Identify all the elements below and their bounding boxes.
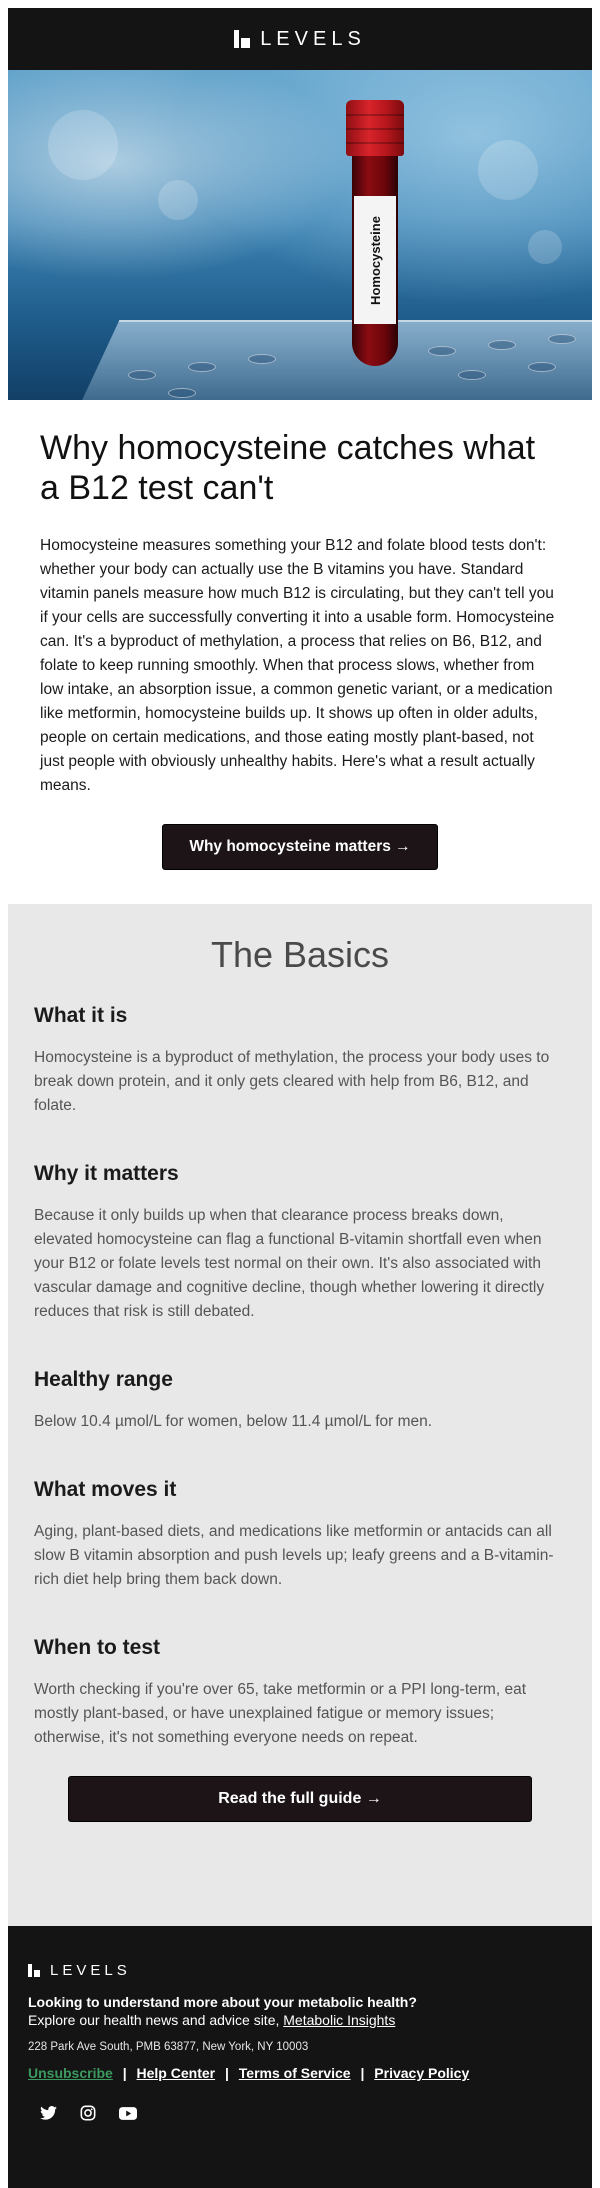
basics-block-healthy-range	[34, 1368, 566, 1434]
basics-block-when-to-test	[34, 1636, 566, 1750]
help-center-link[interactable]: Help Center	[136, 2065, 216, 2081]
unsubscribe-link[interactable]: Unsubscribe	[28, 2065, 113, 2081]
hero-image[interactable]	[8, 70, 592, 400]
intro-section	[8, 400, 592, 904]
levels-logo-icon	[234, 30, 250, 48]
block-text: Worth checking if you're over 65, take metformin or a PPI long-term, eat mostly plant-based, or have unexplained fatigue or memory issues; otherwise, it's not something everyone needs on repeat.	[34, 1681, 526, 1746]
metabolic-insights-link[interactable]: Metabolic Insights	[283, 2012, 396, 2028]
instagram-icon[interactable]	[78, 2103, 98, 2123]
link-separator: |	[360, 2065, 365, 2081]
email-container	[8, 8, 592, 2168]
privacy-policy-link[interactable]: Privacy Policy	[374, 2065, 470, 2081]
footer-question: Looking to understand more about your metabolic health?	[28, 1994, 417, 2010]
youtube-icon[interactable]	[118, 2103, 138, 2123]
footer-brand-name: LEVELS	[50, 1962, 131, 1979]
block-text: Aging, plant-based diets, and medications like metformin or antacids can all slow B vitamin absorption and push levels up; leafy greens and a B-vitamin-rich diet help bring them back down.	[34, 1523, 554, 1588]
footer-links	[28, 2065, 572, 2081]
block-heading: Healthy range	[34, 1368, 173, 1391]
link-separator: |	[224, 2065, 229, 2081]
email-footer	[8, 1926, 592, 2188]
social-links	[28, 2103, 572, 2123]
footer-address: 228 Park Ave South, PMB 63877, New York, NY 10003	[28, 2041, 309, 2053]
footer-explore-line	[28, 2011, 572, 2029]
link-separator: |	[122, 2065, 127, 2081]
footer-levels-logo[interactable]	[28, 1962, 572, 1979]
test-tube-rack	[77, 320, 592, 400]
basics-title: The Basics	[210, 934, 390, 975]
basics-block-what-it-is	[34, 1004, 566, 1118]
block-heading: Why it matters	[34, 1162, 179, 1185]
tube-label: Homocysteine	[367, 215, 383, 305]
intro-paragraph: Homocysteine measures something your B12 and folate blood tests don't: whether your body can actually use the B vitamins you have. Standard vitamin panels measure how much B12 is circulating, but they can't tell you if your cells are successfully converting it into a usable form. Homocysteine can. It's a byproduct of methylation, a process that relies on B6, B12, and folate to keep running smoothly. When that process slows, whether from low intake, an absorption issue, a common genetic variant, or a medication like metformin, homocysteine builds up. It shows up often in older adults, people on certain medications, and those eating mostly plant-based, not just people with obviously unhealthy habits. Here's what a result actually means.	[40, 537, 555, 794]
why-homocysteine-matters-button[interactable]: Why homocysteine matters →	[162, 824, 437, 870]
levels-logo[interactable]	[234, 28, 366, 51]
block-text: Homocysteine is a byproduct of methylation, the process your body uses to break down protein, and it only gets cleared with help from B6, B12, and folate.	[34, 1049, 550, 1114]
terms-of-service-link[interactable]: Terms of Service	[238, 2065, 351, 2081]
read-full-guide-button[interactable]: Read the full guide →	[68, 1776, 532, 1822]
brand-name: LEVELS	[260, 27, 366, 50]
block-text: Below 10.4 µmol/L for women, below 11.4 µmol/L for men.	[34, 1413, 433, 1430]
levels-logo-icon	[28, 1964, 40, 1977]
block-heading: What it is	[34, 1004, 128, 1027]
footer-explore-text: Explore our health news and advice site,	[28, 2012, 284, 2028]
basics-block-what-moves-it	[34, 1478, 566, 1592]
blood-test-tube	[348, 100, 402, 368]
block-heading: What moves it	[34, 1478, 177, 1501]
block-heading: When to test	[34, 1636, 160, 1659]
basics-section	[8, 904, 592, 1926]
block-text: Because it only builds up when that clearance process breaks down, elevated homocysteine can flag a functional B-vitamin shortfall even when your B12 or folate levels test normal on their own. It's also associated with vascular damage and cognitive decline, though whether lowering it directly reduces that risk is still debated.	[34, 1207, 545, 1320]
email-header	[8, 8, 592, 70]
article-title: Why homocysteine catches what a B12 test can't	[40, 429, 536, 507]
twitter-icon[interactable]	[38, 2103, 58, 2123]
basics-block-why-it-matters	[34, 1162, 566, 1324]
